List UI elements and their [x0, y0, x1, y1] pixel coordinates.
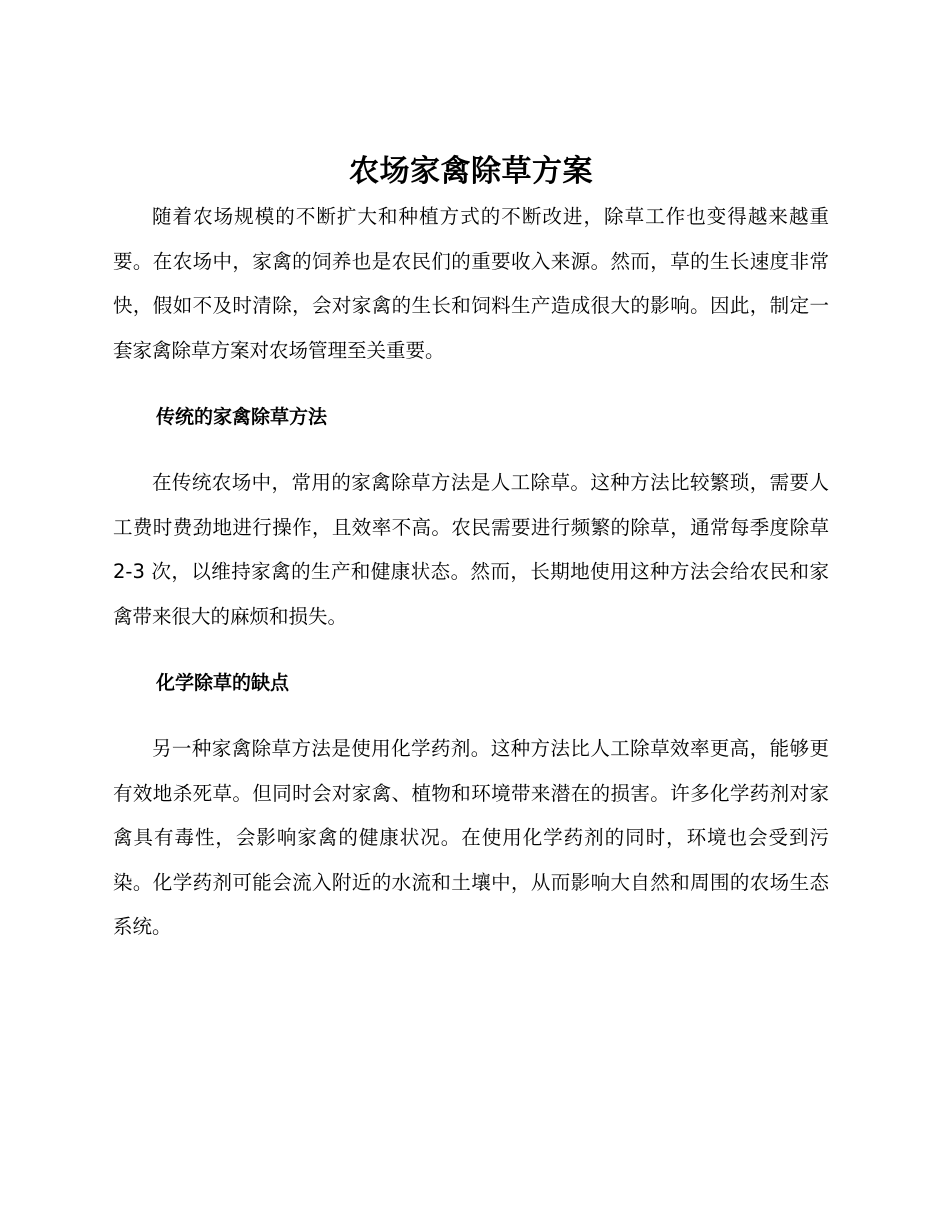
section-body-chemical-drawbacks: 另一种家禽除草方法是使用化学药剂。这种方法比人工除草效率更高，能够更有效地杀死草。但同时会对家禽、植物和环境带来潜在的损害。许多化学药剂对家禽具有毒性，会影响家禽的健康状况。在使用化学药剂的同时，环境也会受到污染。化学药剂可能会流入附近的水流和土壤中，从而影响大自然和周围的农场生态系统。 — [113, 737, 829, 938]
section-heading-chemical-drawbacks: 化学除草的缺点 — [156, 672, 290, 694]
intro-paragraph: 随着农场规模的不断扩大和种植方式的不断改进，除草工作也变得越来越重要。在农场中，家禽的饲养也是农民们的重要收入来源。然而，草的生长速度非常快，假如不及时清除，会对家禽的生长和饲料生产造成很大的影响。因此，制定一套家禽除草方案对农场管理至关重要。 — [113, 205, 829, 362]
document-content — [113, 150, 829, 950]
section-body-traditional-methods: 在传统农场中，常用的家禽除草方法是人工除草。这种方法比较繁琐，需要人工费时费劲地进行操作，且效率不高。农民需要进行频繁的除草，通常每季度除草 2-3 次，以维持家禽的生产和健康状态。然而，长期地使用这种方法会给农民和家禽带来很大的麻烦和损失。 — [113, 471, 829, 628]
section-heading-traditional-methods: 传统的家禽除草方法 — [156, 406, 328, 428]
document-title: 农场家禽除草方案 — [349, 154, 593, 189]
